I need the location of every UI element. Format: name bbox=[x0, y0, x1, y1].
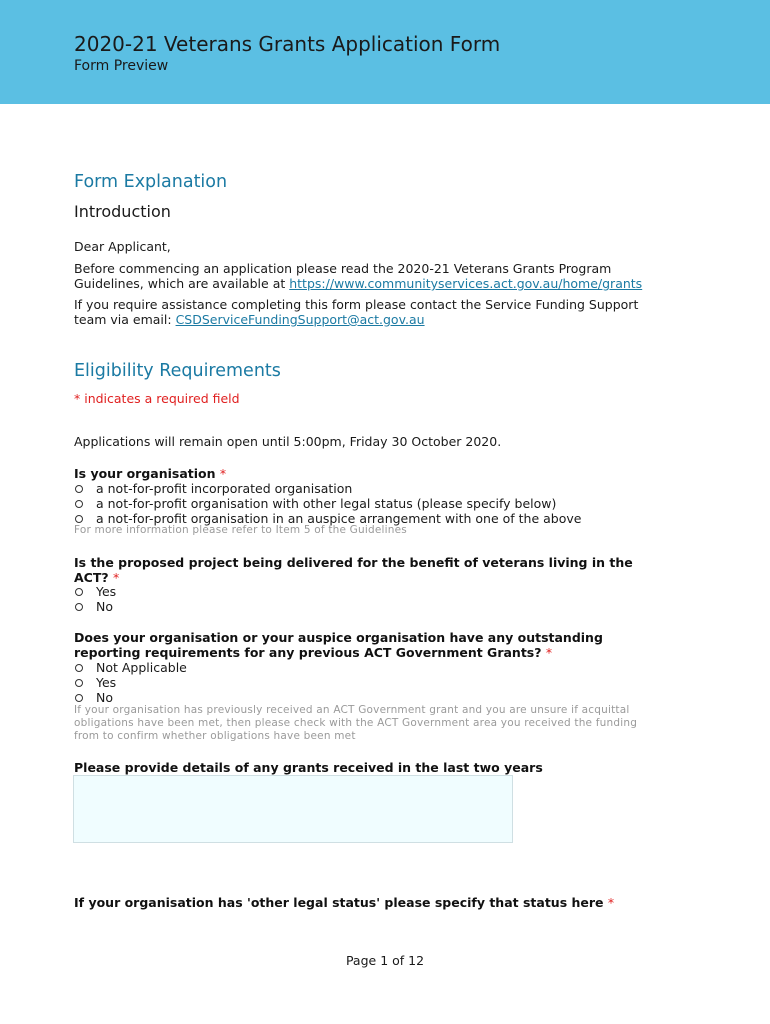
required-star: * bbox=[607, 895, 615, 910]
radio-button[interactable] bbox=[75, 603, 83, 611]
question-label-line2: reporting requirements for any previous ACT Government Grants? bbox=[74, 645, 542, 660]
radio-label: a not-for-profit organisation with other legal status (please specify below) bbox=[96, 496, 557, 511]
question-grants-received: Please provide details of any grants received in the last two years bbox=[74, 760, 543, 775]
question-label-line1: Is the proposed project being delivered for the benefit of veterans living in the bbox=[74, 555, 633, 570]
radio-label: Yes bbox=[96, 675, 117, 690]
subheading-introduction: Introduction bbox=[74, 202, 171, 221]
radio-label: a not-for-profit incorporated organisation bbox=[96, 481, 353, 496]
radio-option[interactable] bbox=[74, 675, 187, 690]
page-number: Page 1 of 12 bbox=[345, 953, 425, 968]
radio-option[interactable] bbox=[74, 584, 116, 599]
required-star: * bbox=[113, 570, 120, 585]
radio-label: a not-for-profit organisation in an auspice arrangement with one of the above bbox=[96, 511, 582, 526]
radio-button[interactable] bbox=[75, 664, 83, 672]
radio-button[interactable] bbox=[75, 694, 83, 702]
radio-group-outstanding-reporting bbox=[74, 660, 187, 705]
help-line2: obligations have been met, then please check with the ACT Government area you received the funding bbox=[74, 717, 638, 729]
question-label: If your organisation has 'other legal status' please specify that status here bbox=[74, 895, 604, 910]
required-star: * bbox=[545, 645, 553, 660]
email-link[interactable]: CSDServiceFundingSupport@act.gov.au bbox=[175, 312, 425, 327]
form-subtitle: Form Preview bbox=[74, 58, 169, 74]
assistance-text-line2: team via email: bbox=[74, 312, 176, 327]
radio-label: Yes bbox=[96, 584, 117, 599]
question-label-line1: Does your organisation or your auspice organisation have any outstanding bbox=[74, 630, 603, 645]
radio-button[interactable] bbox=[75, 679, 83, 687]
radio-button[interactable] bbox=[75, 588, 83, 596]
radio-button[interactable] bbox=[75, 500, 83, 508]
required-star: * bbox=[219, 466, 227, 481]
radio-label: No bbox=[96, 690, 113, 705]
question-label-line2: ACT? bbox=[74, 570, 109, 585]
radio-group-organisation-type bbox=[74, 481, 581, 526]
greeting-text: Dear Applicant, bbox=[74, 239, 171, 254]
section-heading-eligibility: Eligibility Requirements bbox=[74, 361, 281, 381]
question-veterans-benefit bbox=[74, 555, 674, 585]
question-outstanding-reporting bbox=[74, 630, 674, 660]
help-line1: If your organisation has previously received an ACT Government grant and you are unsure if acquittal bbox=[74, 704, 630, 716]
guidelines-text-line2: Guidelines, which are available at bbox=[74, 276, 290, 291]
applications-open-note: Applications will remain open until 5:00pm, Friday 30 October 2020. bbox=[74, 434, 502, 449]
help-text-outstanding-reporting bbox=[74, 704, 684, 743]
radio-label: No bbox=[96, 599, 113, 614]
radio-option[interactable] bbox=[74, 599, 116, 614]
grants-details-textarea[interactable] bbox=[73, 775, 513, 843]
radio-button[interactable] bbox=[75, 485, 83, 493]
assistance-text-line1: If you require assistance completing this form please contact the Service Funding Support bbox=[74, 297, 639, 312]
section-heading-explanation: Form Explanation bbox=[74, 172, 228, 192]
header-banner bbox=[0, 0, 770, 104]
radio-option[interactable] bbox=[74, 660, 187, 675]
radio-option[interactable] bbox=[74, 496, 581, 511]
radio-button[interactable] bbox=[75, 515, 83, 523]
radio-label: Not Applicable bbox=[96, 660, 187, 675]
help-line3: from to confirm whether obligations have been met bbox=[74, 730, 356, 742]
radio-option[interactable] bbox=[74, 690, 187, 705]
radio-group-veterans-benefit bbox=[74, 584, 116, 614]
guidelines-text-line1: Before commencing an application please read the 2020-21 Veterans Grants Program bbox=[74, 261, 612, 276]
assistance-paragraph bbox=[74, 297, 684, 327]
guidelines-paragraph bbox=[74, 261, 684, 291]
help-text-organisation-type: For more information please refer to Item 5 of the Guidelines bbox=[74, 524, 407, 536]
question-label: Is your organisation bbox=[74, 466, 216, 481]
required-field-note: * indicates a required field bbox=[74, 391, 240, 406]
form-title: 2020-21 Veterans Grants Application Form bbox=[74, 32, 501, 56]
guidelines-link[interactable]: https://www.communityservices.act.gov.au/home/grants bbox=[289, 276, 643, 291]
question-other-legal-status bbox=[74, 895, 674, 910]
question-organisation-type bbox=[74, 466, 674, 481]
radio-option[interactable] bbox=[74, 481, 581, 496]
